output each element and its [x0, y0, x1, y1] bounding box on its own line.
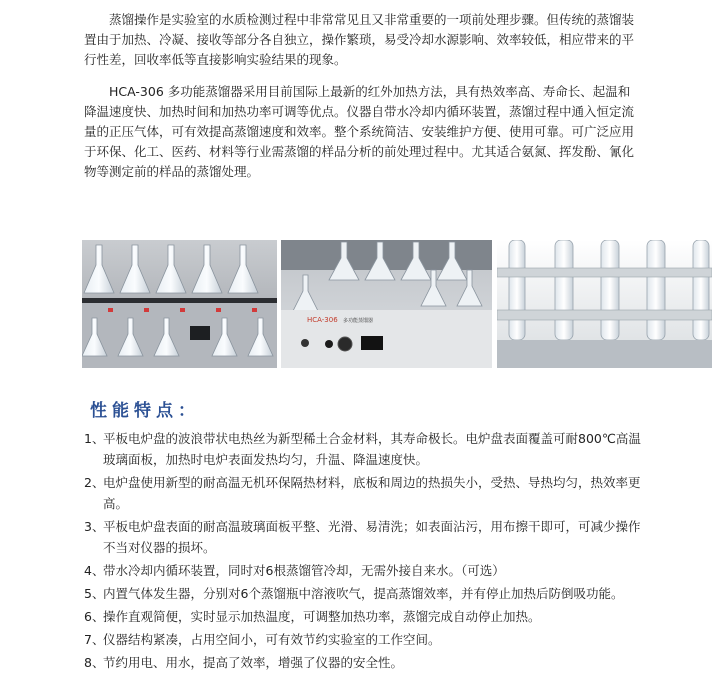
intro-paragraph-1: 蒸馏操作是实验室的水质检测过程中非常常见且又非常重要的一项前处理步骤。但传统的蒸馏装置由于加热、冷凝、接收等部分各自独立，操作繁琐，易受冷却水源影响、效率较低，相应带来的平行性差，回收率低等直接影响实验结果的现象。 — [84, 12, 635, 67]
device-subtitle-label: 多功能蒸馏器 — [343, 318, 374, 324]
feature-item-7 — [84, 629, 644, 650]
intro-section — [84, 10, 640, 194]
feature-item-4 — [84, 560, 644, 581]
features-title: 性能特点： — [90, 401, 200, 421]
feature-text: 平板电炉盘表面的耐高温玻璃面板平整、光滑、易清洗；如表面沾污，用布擦干即可，可减少操作不当对仪器的损坏。 — [103, 519, 641, 555]
feature-number: 7、 — [84, 632, 105, 647]
photo-condenser-tubes — [497, 240, 712, 368]
feature-item-6 — [84, 606, 644, 627]
features-list — [84, 428, 644, 675]
feature-text: 仪器结构紧凑，占用空间小，可有效节约实验室的工作空间。 — [103, 632, 441, 647]
feature-item-2 — [84, 472, 644, 514]
feature-text: 平板电炉盘的波浪带状电热丝为新型稀土合金材料，其寿命极长。电炉盘表面覆盖可耐800℃高温玻璃面板，加热时电炉表面发热均匀，升温、降温速度快。 — [103, 431, 641, 467]
feature-item-3 — [84, 516, 644, 558]
photo-instrument-panel — [281, 240, 492, 368]
feature-text: 电炉盘使用新型的耐高温无机环保隔热材料，底板和周边的热损失小，受热、导热均匀，热效率更高。 — [103, 475, 641, 511]
feature-text: 节约用电、用水，提高了效率，增强了仪器的安全性。 — [103, 655, 404, 670]
feature-number: 5、 — [84, 586, 105, 601]
feature-number: 3、 — [84, 519, 105, 534]
feature-text: 内置气体发生器，分别对6个蒸馏瓶中溶液吹气，提高蒸馏效率，并有停止加热后防倒吸功能。 — [103, 586, 624, 601]
feature-number: 6、 — [84, 609, 105, 624]
feature-number: 2、 — [84, 475, 105, 490]
feature-item-8 — [84, 652, 644, 673]
feature-number: 8、 — [84, 655, 105, 670]
feature-item-5 — [84, 583, 644, 604]
feature-number: 4、 — [84, 563, 105, 578]
product-photo-strip — [82, 240, 712, 368]
feature-text: 带水冷却内循环装置，同时对6根蒸馏管冷却，无需外接自来水。（可选） — [103, 563, 505, 578]
intro-paragraph-2: HCA-306 多功能蒸馏器采用目前国际上最新的红外加热方法，具有热效率高、寿命长、起温和降温速度快、加热时间和加热功率可调等优点。仪器自带水冷却内循环装置，蒸馏过程中通入恒定流量的正压气体，可有效提高蒸馏速度和效率。整个系统简洁、安装维护方便、使用可靠。可广泛应用于环保、化工、医药、材料等行业需蒸馏的样品分析的前处理过程中。尤其适合氨氮、挥发酚、氰化物等测定前的样品的蒸馏处理。 — [84, 84, 635, 179]
photo-flasks-on-heaters — [82, 240, 277, 368]
feature-number: 1、 — [84, 431, 105, 446]
device-model-label: HCA-306 — [307, 316, 338, 324]
feature-item-1 — [84, 428, 644, 470]
feature-text: 操作直观简便，实时显示加热温度，可调整加热功率，蒸馏完成自动停止加热。 — [103, 609, 541, 624]
